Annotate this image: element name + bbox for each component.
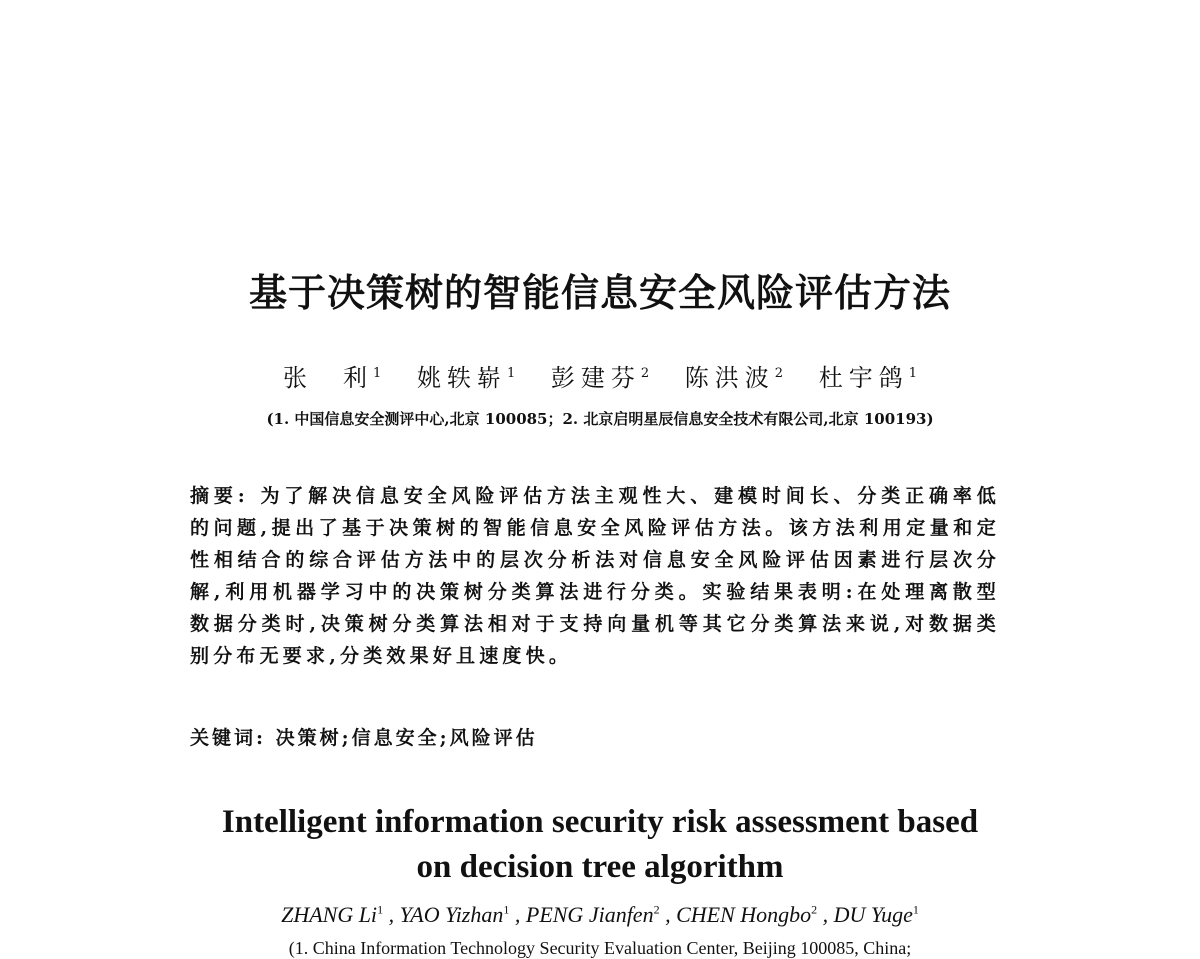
author-cn: 姚轶崭$^1$ [416,364,516,392]
keywords-text: 决策树;信息安全;风险评估 [275,727,538,749]
paper-title-en [0,800,1200,890]
abstract-cn [190,480,1000,672]
title-en-line-2: on decision tree algorithm [416,849,784,885]
author-cn: 彭建芬$^2$ [550,364,650,392]
affiliation-en: (1. China Information Technology Security Evaluation Center, Beijing 100085, China; [288,938,912,958]
paper-title-cn: 基于决策树的智能信息安全风险评估方法 [248,270,951,315]
author-en: PENG Jianfen$^2$ , [525,902,677,927]
author-cn: 张 利$^1$ [283,364,382,392]
abstract-label: 摘要: [190,485,249,507]
title-en-line-1: Intelligent information security risk assessment based [221,804,979,840]
author-list-cn [0,358,1200,393]
author-en: DU Yuge$^1$ [833,902,919,927]
abstract-text: 为了解决信息安全风险评估方法主观性大、建模时间长、分类正确率低的问题,提出了基于决策树的智能信息安全风险评估方法。该方法利用定量和定性相结合的综合评估方法中的层次分析法对信息安全风险评估因素进行层次分解,利用机器学习中的决策树分类算法进行分类。实验结果表明:在处理离散型数据分类时,决策树分类算法相对于支持向量机等其它分类算法来说,对数据类别分布无要求,分类效果好且速度快。 [190,485,1000,667]
author-en: CHEN Hongbo$^2$ , [676,902,829,927]
author-en: YAO Yizhan$^1$ , [399,902,526,927]
keywords-cn [190,722,1000,754]
affiliation-cn: (1. 中国信息安全测评中心,北京 100085；2. 北京启明星辰信息安全技术有限公司,北京 100193) [266,410,934,428]
author-cn: 杜宇鸽$^1$ [818,364,917,392]
author-cn: 陈洪波$^2$ [684,364,784,392]
keywords-label: 关键词: [190,727,267,749]
author-list-en [0,902,1200,928]
author-en: ZHANG Li$^1$ , [281,902,400,927]
